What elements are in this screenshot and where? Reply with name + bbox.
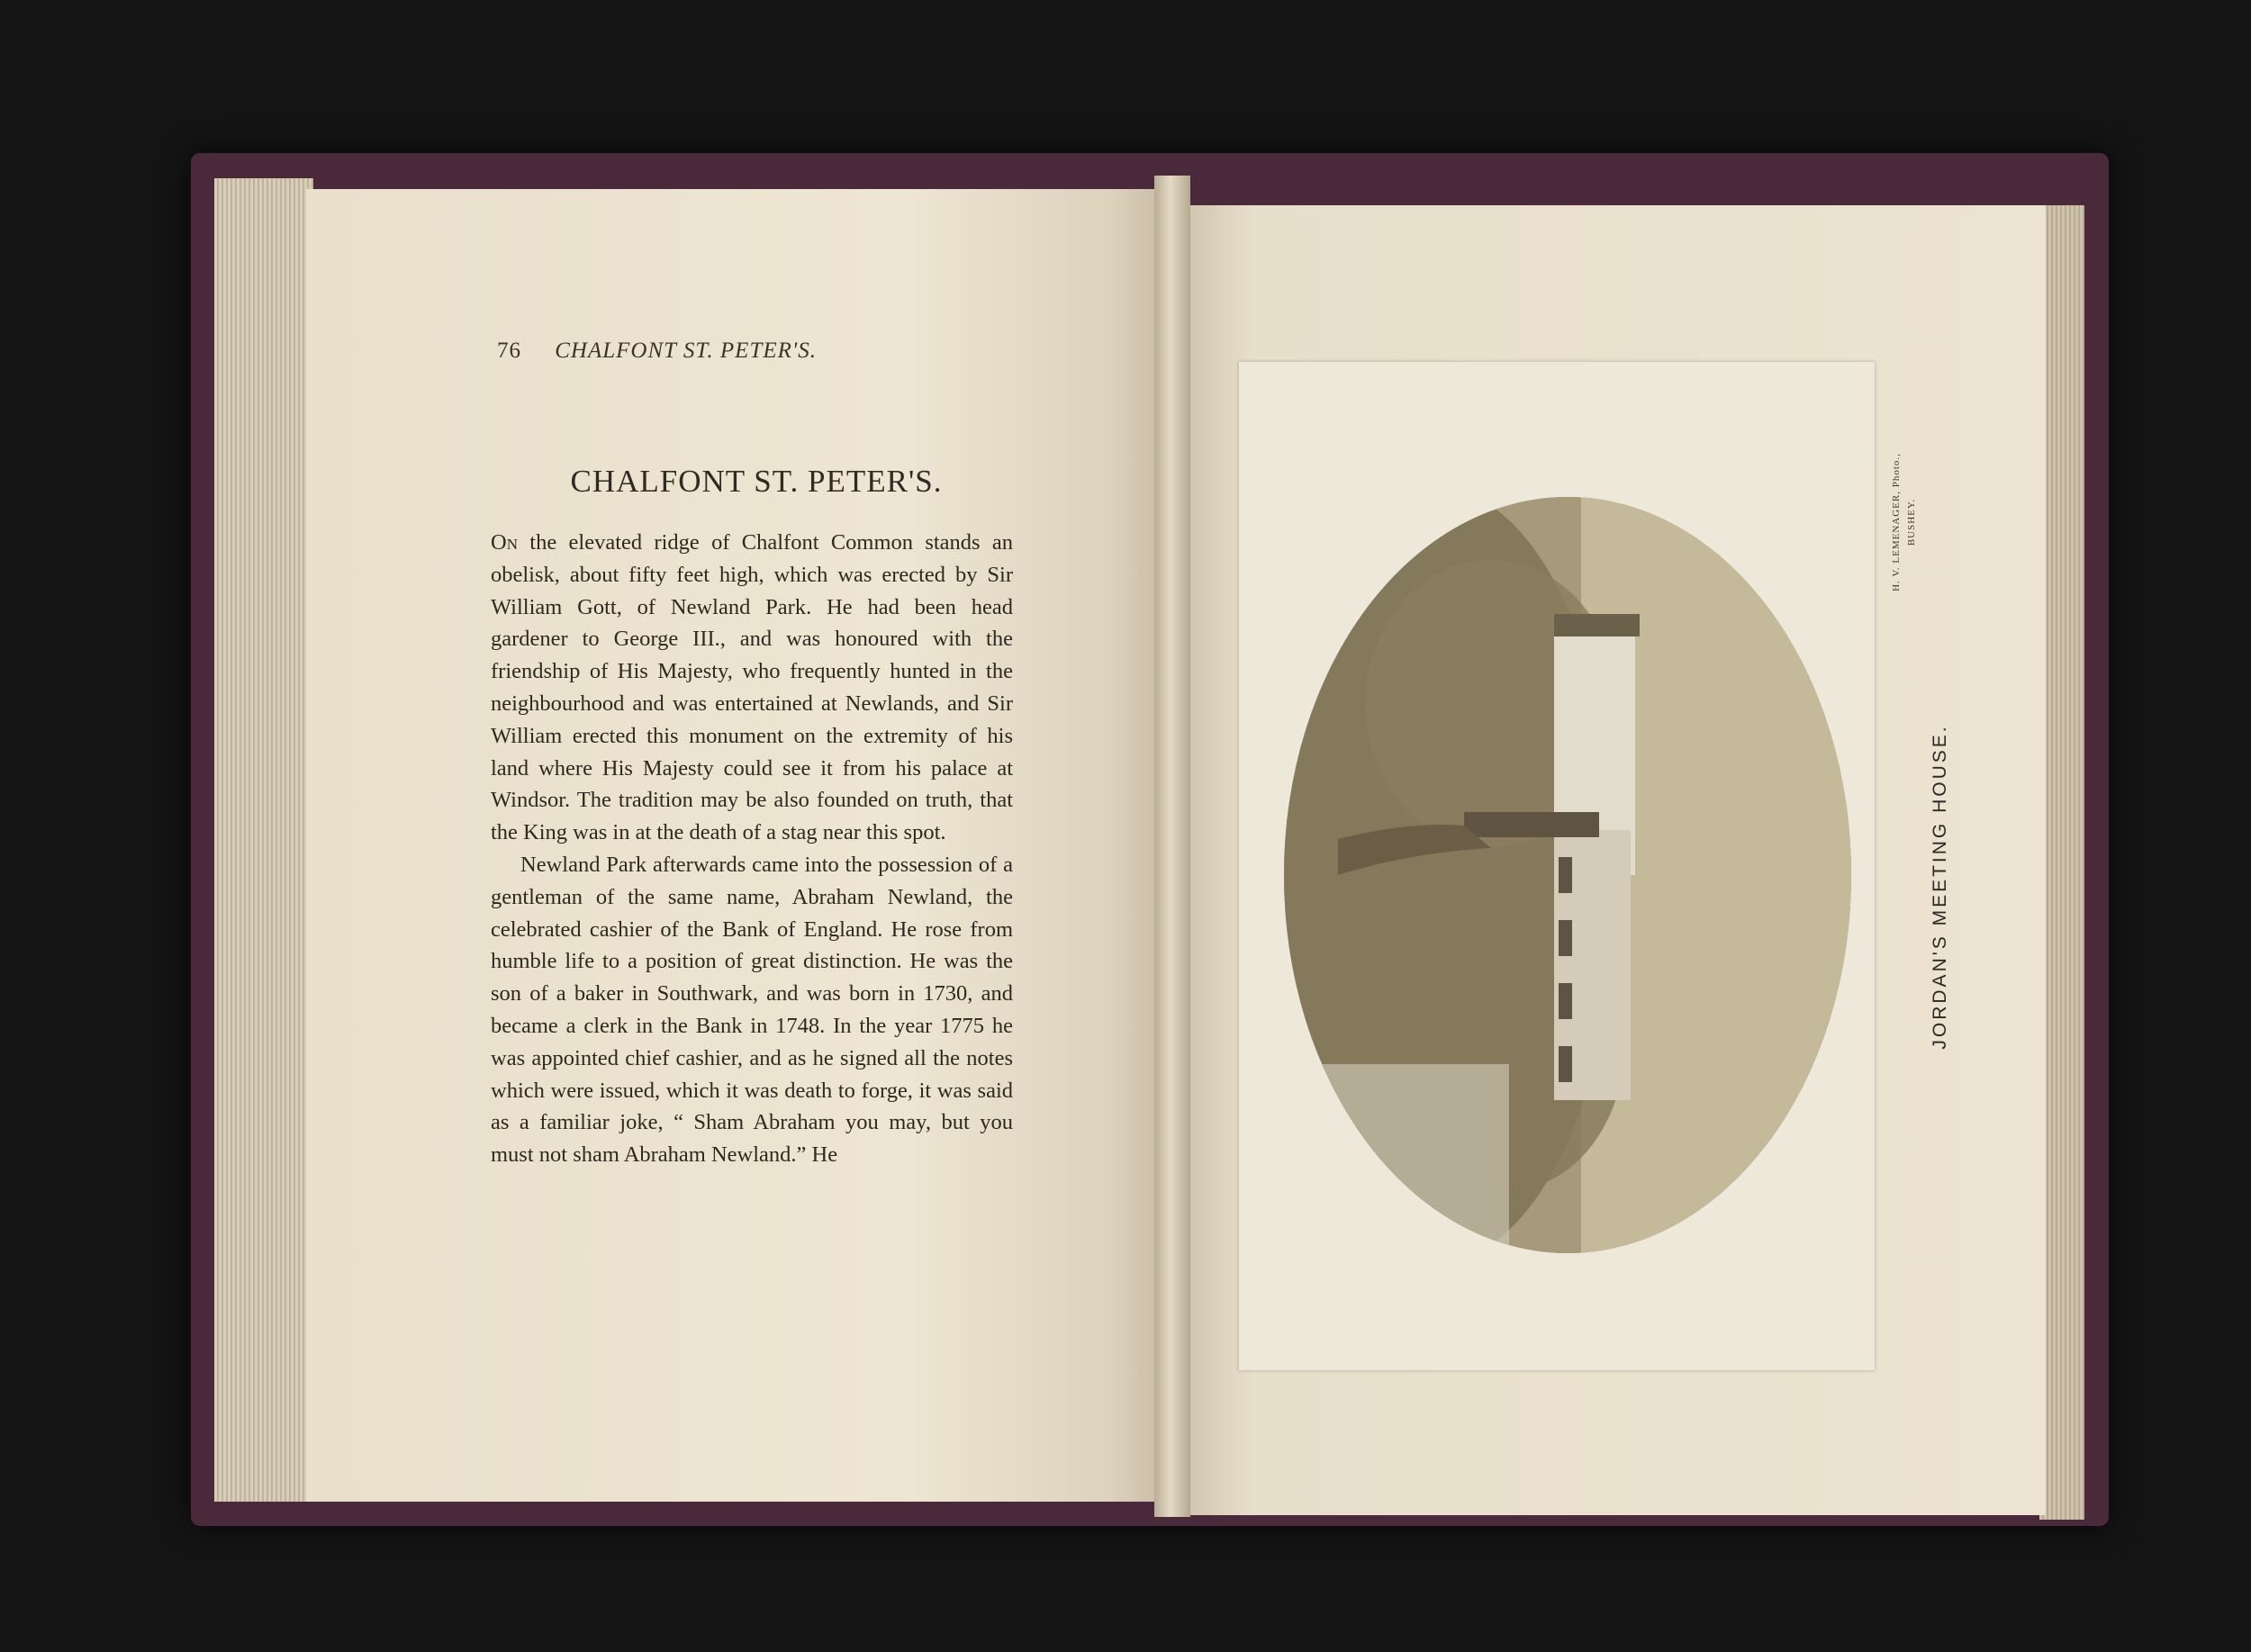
paragraph-1-text: the elevated ridge of Chalfont Common stands an obelisk, about fifty feet high, which was erected by Sir William Gott, of Newland Park. He had been head gardener to George III., and was honoured with the friendship of His Majesty, who frequently hunted in the neighbourhood and was entertained at Newlands, and Sir William erected this monument on the extremity of his land where His Majesty could see it from his palace at Windsor. The tradition may be also founded on truth, that the King was in at the death of a stag near this spot. [491,530,1013,845]
page-number: 76 [497,339,521,363]
book-gutter [1154,176,1190,1517]
photo-mount [1239,362,1875,1370]
paragraph-2 [491,849,1013,1171]
running-head [497,339,1037,371]
body-text [491,527,1013,1171]
photograph-scene [1284,497,1851,1253]
running-head-title: CHALFONT ST. PETER'S. [555,339,817,363]
oval-photograph [1284,497,1851,1253]
chapter-title: CHALFONT ST. PETER'S. [570,464,943,499]
photo-credit [1882,432,1927,612]
credit-line-2: BUSHEY. [1906,498,1917,546]
credit-line-1: H. V. LEMENAGER, Photo., [1891,453,1902,591]
paragraph-2-text: Newland Park afterwards came into the possession of a gentleman of the same name, Abraham Newland, the celebrated cashier of the Bank of England. He rose from humble life to a position of great distinction. He was the son of a baker in Southwark, and was born in 1730, and became a clerk in the Bank in 1748. In the year 1775 he was appointed chief cashier, and as he signed all the notes which were issued, which it was death to forge, it was said as a familiar joke, “ Sham Abraham you may, but you must not sham Abraham Newland.” He [491,852,1013,1168]
right-page-edges [2039,205,2084,1520]
paragraph-1-lead: On [491,530,518,555]
left-page-edges [214,178,313,1502]
paragraph-1 [491,527,1013,849]
photo-caption [1922,698,1958,1076]
photo-caption-text: JORDAN'S MEETING HOUSE. [1930,724,1950,1050]
